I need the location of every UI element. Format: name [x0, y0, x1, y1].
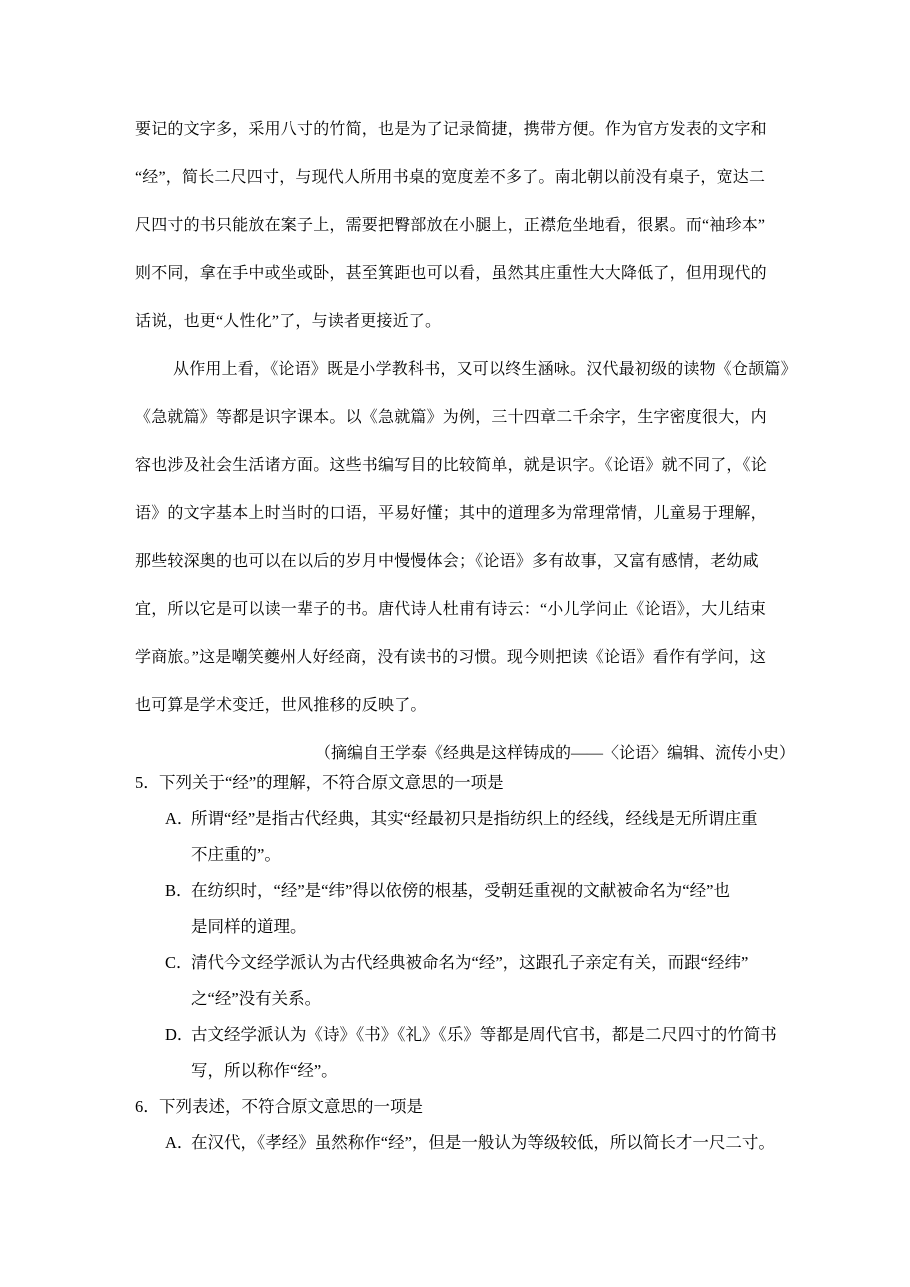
question-5-option-d-text: 古文经学派认为《诗》《书》《礼》《乐》等都是周代官书，都是二尺四寸的竹简书 — [191, 1025, 777, 1044]
passage-para1-line: 话说，也更“人性化”了，与读者更接近了。 — [135, 313, 442, 330]
question-5-stem-row — [135, 765, 815, 801]
passage-para1-line: 尺四寸的书只能放在案子上，需要把臀部放在小腿上，正襟危坐地看，很累。而“袖珍本” — [135, 217, 766, 234]
question-5-option-d-text-cont: 写，所以称作“经”。 — [191, 1061, 338, 1080]
passage-attribution: （摘编自王学泰《经典是这样铸成的——〈论语〉编辑、流传小史） — [314, 745, 795, 762]
question-5-stem: 下列关于“经”的理解，不符合原文意思的一项是 — [159, 773, 504, 792]
passage-para2-line: 也可算是学术变迁，世风推移的反映了。 — [135, 697, 427, 714]
question-5-option-b-row — [135, 873, 815, 909]
question-6-number: 6． — [135, 1097, 160, 1116]
reading-passage — [135, 106, 795, 778]
questions-section — [135, 765, 815, 1161]
question-5-option-b-label: B． — [165, 881, 193, 900]
question-6-option-a-row — [135, 1125, 815, 1161]
question-5-option-a-text-cont: 不庄重的”。 — [191, 845, 281, 864]
question-5-option-a-text: 所谓“经”是指古代经典，其实“经最初只是指纺织上的经线，经线是无所谓庄重 — [191, 809, 758, 828]
question-5-number: 5． — [135, 773, 160, 792]
question-5-option-a-row — [135, 801, 815, 837]
question-5-option-b-text-cont: 是同样的道理。 — [191, 917, 307, 936]
question-5-option-c-text-cont: 之“经”没有关系。 — [191, 989, 322, 1008]
question-5-option-a-label: A． — [165, 809, 194, 828]
question-5-option-c-label: C． — [165, 953, 193, 972]
question-6-stem: 下列表述，不符合原文意思的一项是 — [159, 1097, 423, 1116]
passage-para2-line: 《急就篇》等都是识字课本。以《急就篇》为例，三十四章二千余字，生字密度很大，内 — [135, 409, 767, 426]
question-5-option-c-text: 清代今文经学派认为古代经典被命名为“经”，这跟孔子亲定有关，而跟“经纬” — [191, 953, 749, 972]
passage-para1-line: 要记的文字多，采用八寸的竹简，也是为了记录简捷，携带方便。作为官方发表的文字和 — [135, 121, 767, 138]
question-6-stem-row — [135, 1089, 815, 1125]
question-5-option-d-label: D． — [165, 1025, 194, 1044]
question-5-option-c-row — [135, 945, 815, 981]
passage-para1-line: 则不同，拿在手中或坐或卧，甚至箕距也可以看，虽然其庄重性大大降低了，但用现代的 — [135, 265, 767, 282]
passage-para2-line: 那些较深奥的也可以在以后的岁月中慢慢体会；《论语》多有故事，又富有感情，老幼咸 — [135, 553, 759, 570]
question-5-option-d-row — [135, 1017, 815, 1053]
passage-para2-line: 宜，所以它是可以读一辈子的书。唐代诗人杜甫有诗云：“小儿学问止《论语》，大儿结束 — [135, 601, 767, 618]
question-6-option-a-label: A． — [165, 1133, 194, 1152]
passage-para2-line: 容也涉及社会生活诸方面。这些书编写目的比较简单，就是识字。《论语》就不同了，《论 — [135, 457, 768, 474]
passage-para2-line: 从作用上看，《论语》既是小学教科书，又可以终生涵咏。汉代最初级的读物《仓颉篇》 — [173, 361, 797, 378]
question-6-option-a-text: 在汉代，《孝经》虽然称作“经”，但是一般认为等级较低，所以简长才一尺二寸。 — [191, 1133, 775, 1152]
passage-para2-line: 学商旅。”这是嘲笑夔州人好经商，没有读书的习惯。现今则把读《论语》看作有学问，这 — [135, 649, 767, 666]
question-5-option-b-text: 在纺织时，“经”是“纬”得以依傍的根基，受朝廷重视的文献被命名为“经”也 — [191, 881, 730, 900]
passage-para1-line: “经”，简长二尺四寸，与现代人所用书桌的宽度差不多了。南北朝以前没有桌子，宽达二 — [135, 169, 766, 186]
passage-para2-line: 语》的文字基本上时当时的口语，平易好懂；其中的道理多为常理常情，儿童易于理解， — [135, 505, 767, 522]
